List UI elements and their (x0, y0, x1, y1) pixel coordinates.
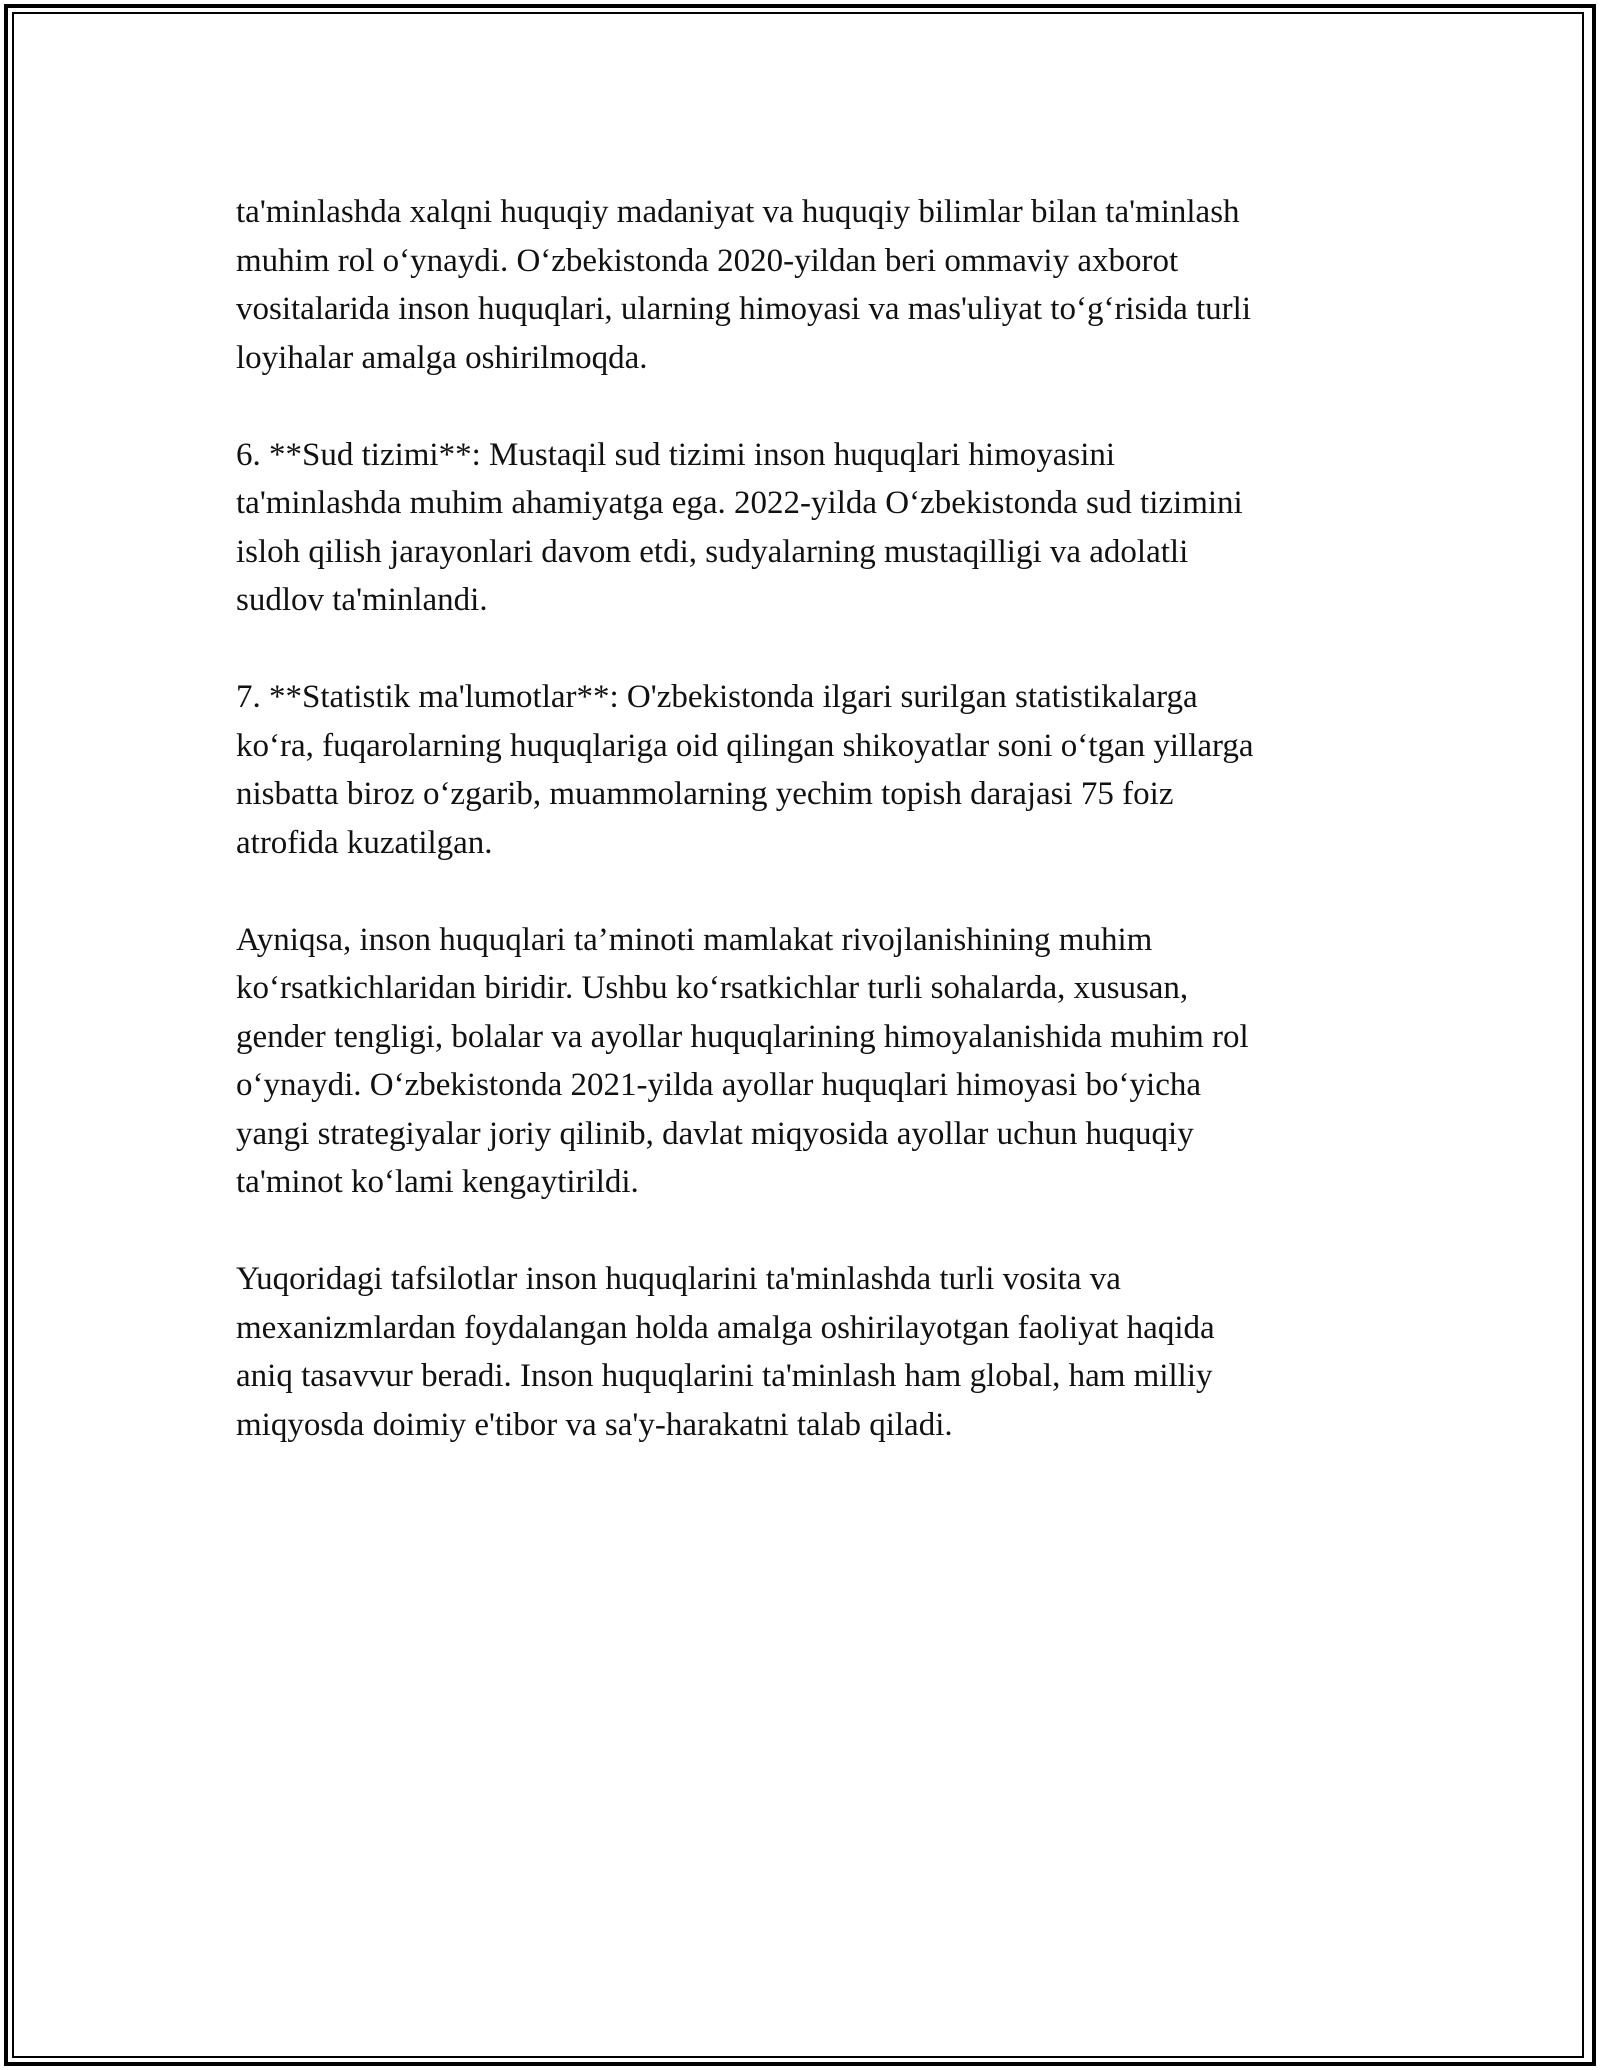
paragraph-womens-rights (236, 916, 1396, 1207)
paragraph-statistics (236, 673, 1396, 867)
text-line: o‘ynaydi. O‘zbekistonda 2021-yilda ayollar huquqlari himoyasi bo‘yicha (236, 1067, 1202, 1103)
text-line: gender tengligi, bolalar va ayollar huquqlarining himoyalanishida muhim rol (236, 1018, 1249, 1055)
text-line: Yuqoridagi tafsilotlar inson huquqlarini ta'minlashda turli vosita va (236, 1261, 1121, 1297)
text-line: loyihalar amalga oshirilmoqda. (236, 339, 648, 376)
text-line: aniq tasavvur beradi. Inson huquqlarini ta'minlash ham global, ham milliy (236, 1358, 1213, 1394)
text-line: yangi strategiyalar joriy qilinib, davlat miqyosida ayollar uchun huquqiy (236, 1115, 1194, 1152)
text-line: vositalarida inson huquqlari, ularning himoyasi va mas'uliyat to‘g‘risida turli (236, 291, 1252, 327)
text-line: mexanizmlardan foydalangan holda amalga oshirilayotgan faoliyat haqida (236, 1309, 1215, 1346)
paragraph-conclusion (236, 1255, 1396, 1449)
paragraph-media-role (236, 188, 1396, 382)
text-line: ko‘ra, fuqarolarning huquqlariga oid qilingan shikoyatlar soni o‘tgan yillarga (236, 727, 1254, 764)
text-line: ta'minlashda muhim ahamiyatga ega. 2022-yilda O‘zbekistonda sud tizimini (236, 485, 1243, 521)
text-line: ta'minlashda xalqni huquqiy madaniyat va huquqiy bilimlar bilan ta'minlash (236, 194, 1240, 230)
text-line: isloh qilish jarayonlari davom etdi, sudyalarning mustaqilligi va adolatli (236, 533, 1189, 570)
text-line: ta'minot ko‘lami kengaytirildi. (236, 1164, 639, 1200)
text-line: atrofida kuzatilgan. (236, 824, 493, 861)
text-line: ko‘rsatkichlaridan biridir. Ushbu ko‘rsatkichlar turli sohalarda, xususan, (236, 970, 1189, 1006)
text-line: Ayniqsa, inson huquqlari ta’minoti mamlakat rivojlanishining muhim (236, 921, 1153, 958)
text-line: 6. **Sud tizimi**: Mustaqil sud tizimi inson huquqlari himoyasini (236, 436, 1116, 473)
text-line: nisbatta biroz o‘zgarib, muammolarning yechim topish darajasi 75 foiz (236, 776, 1174, 812)
document-body (236, 188, 1396, 1498)
text-line: 7. **Statistik ma'lumotlar**: O'zbekistonda ilgari surilgan statistikalarga (236, 679, 1198, 715)
text-line: muhim rol o‘ynaydi. O‘zbekistonda 2020-yildan beri ommaviy axborot (236, 242, 1179, 279)
text-line: miqyosda doimiy e'tibor va sa'y-harakatni talab qiladi. (236, 1406, 953, 1443)
paragraph-judicial-system (236, 431, 1396, 625)
text-line: sudlov ta'minlandi. (236, 582, 488, 618)
